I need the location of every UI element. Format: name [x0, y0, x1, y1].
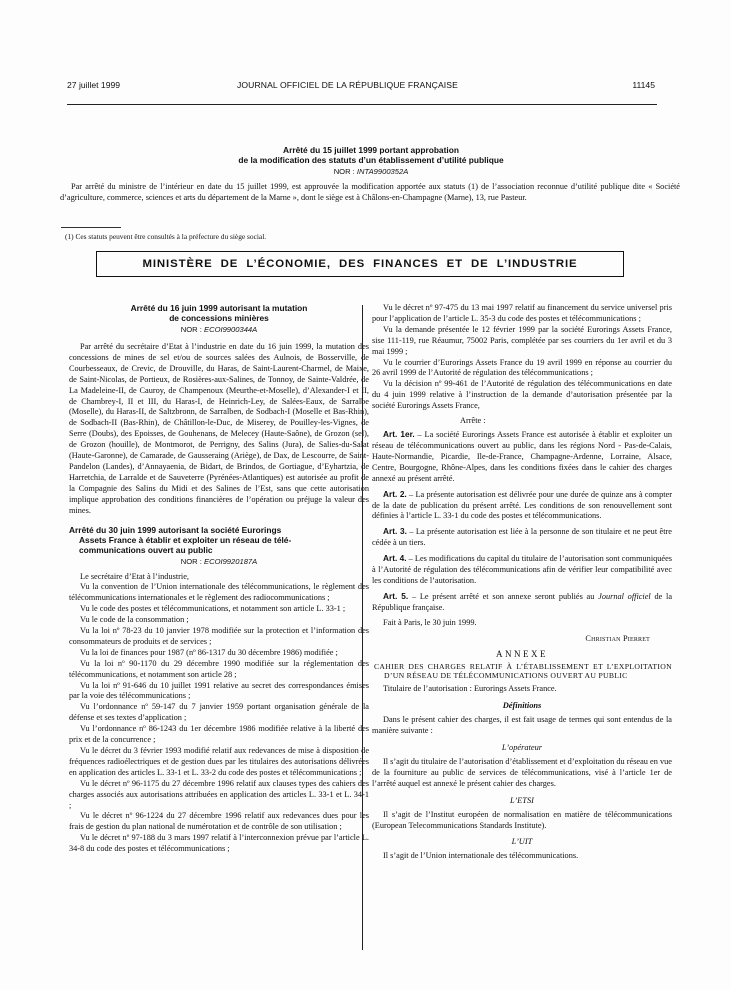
- arrete-30-juin-nor: [69, 557, 369, 566]
- visa: Vu la demande présentée le 12 février 1999 par la société Eurorings Assets France, sise 111-119, rue Réaumur, 75002 Paris, complétée par ses courriers du 1er avril et du 3 mai 1999 ;: [372, 324, 672, 356]
- arrete-16-juin-body: Par arrêté du secrétaire d’Etat à l’industrie en date du 16 juin 1999, la mutation des concessions de mines de sel et/ou de sources salées des Aulnois, de Bosserville, de Courbesseaux, de Crevic, de Drouville, du Haras, de Saint-Laurent-Charmel, de Maixe, de Saint-Nicolas, de Portieux, de Rosières-aux-Salines, de Tonnoy, de Sainte-Valdrée, de La Madeleine-II, de Cauroy, de Champenoux (Meurthe-et-Moselle), d’Alexander-I et II, de Chambrey-I, II et III, du Haras-I, de Heinrich-Ley, de Salées-Eaux, de Sarralbe (Moselle), du Haras-II, de Saltzbronn, de Sarralben, de Sodbach-I (Moselle et Bas-Rhin), de Sodbach-II (Bas-Rhin), de Châtillon-le-Duc, de Miserey, de Pouilley-les-Vignes, de Serre (Doubs), des Epoisses, de Gouhenans, de Melecey (Haute-Saône), de Grozon (sel), de Grozon (houille), de Montmorot, de Perrigny, des Salins (Jura), de Salies-du-Salat (Haute-Garonne), de Camarade, de Gausseraing (Ariège), de Dax, de Lescourre, de Saint-Pandelon (Landes), d’Annayaenia, de Bidart, de Brindos, de Gortiague, d’Eyhartzia, de Harretchia, de Larralde et de Sauveterre (Pyrénées-Atlantiques) est autorisée au profit de la Compagnie des Salins du Midi et des Salines de l’Est, sans que cette autorisation implique approbation des conditions financières de l’opération ou préjuge la valeur des mines.: [69, 342, 369, 515]
- article-italic: Journal officiel: [598, 591, 651, 601]
- visa: Vu le décret nº 96-1175 du 27 décembre 1996 relatif aux clauses types des cahiers des charges associés aux autorisations attribuées en application des articles L. 33-1 et L. 34-1 ;: [69, 778, 369, 810]
- visa: Vu le code des postes et télécommunications, et notamment son article L. 33-1 ;: [80, 604, 346, 614]
- top-arrete-title: [84, 145, 658, 176]
- article-tail: de la République française.: [372, 591, 673, 612]
- article-text: – La société Eurorings Assets France est autorisée à établir et exploiter un réseau de télécommunications ouvert au public, dans les régions Nord - Pas-de-Calais, Haute-Normandie, Picardie, Ile-de-France, Champagne-Ardenne, Lorraine, Alsace, Centre, Bourgogne, Rhône-Alpes, dans les conditions fixées dans le cahier des charges annexé au présent arrêté.: [372, 430, 673, 483]
- article-text: – Les modifications du capital du titulaire de l’autorisation sont communiquées à l’Autorité de régulation des télécommunications afin de vérifier leur compatibilité avec les conditions de l’autorisation.: [372, 554, 673, 585]
- top-arrete-body: [60, 182, 680, 204]
- arrete-16-juin-title-line1: Arrêté du 16 juin 1999 autorisant la mutation: [130, 303, 308, 313]
- definitions-intro: Dans le présent cahier des charges, il est fait usage de termes qui sont entendus de la manière suivante :: [372, 715, 672, 735]
- visa: Vu le décret nº 97-475 du 13 mai 1997 relatif au financement du service universel pris pour l’application de l’article L. 35-3 du code des postes et télécommunications ;: [372, 303, 672, 323]
- visa: Vu le décret nº 97-188 du 3 mars 1997 relatif à l’interconnexion prévue par l’article L. 34-8 du code des postes et télécommunications ;: [69, 833, 369, 854]
- nor-code: ECOI9900344A: [204, 325, 258, 334]
- visa: Vu la loi nº 91-646 du 10 juillet 1991 relative au secret des correspondances émises par la voie des télécommunications ;: [69, 680, 369, 701]
- article-text: – La présente autorisation est liée à la personne de son titulaire et ne peut être cédée à un tiers.: [372, 527, 672, 548]
- visa: Vu le courrier d’Eurorings Assets France du 19 avril 1999 en réponse au courrier du 26 avril 1999 de l’Autorité de régulation des télécommunications ;: [372, 357, 672, 378]
- article-text: – Le présent arrêté et son annexe seront publiés au: [411, 591, 595, 601]
- nor-label: NOR :: [333, 167, 355, 176]
- term-definition: Il s’agit de l’Union internationale des télécommunications.: [383, 851, 579, 861]
- top-arrete-nor: [84, 167, 658, 176]
- top-arrete-title-line2: de la modification des statuts d’un établissement d’utilité publique: [238, 155, 504, 165]
- article-label: Art. 5.: [383, 590, 409, 601]
- arrete-16-juin-nor: [69, 325, 369, 334]
- visa: Vu le décret nº 96-1224 du 27 décembre 1996 relatif aux redevances dues pour les frais de gestion du plan national de numérotation et de contrôle de son utilisation ;: [69, 811, 369, 832]
- term-heading: L’UIT: [511, 837, 533, 847]
- signature: Christian Pierret: [585, 633, 650, 643]
- visa: Vu la convention de l’Union internationale des télécommunications, le règlement des télécommunications internationales et le règlement des radiocommunications ;: [69, 582, 369, 603]
- visa: Vu la loi nº 90-1170 du 29 décembre 1990 modifiée sur la réglementation des télécommunications, et notamment son article 28 ;: [69, 658, 369, 679]
- article-label: Art. 4.: [383, 553, 407, 564]
- visa: Le secrétaire d’Etat à l’industrie,: [80, 571, 189, 581]
- journal-title: JOURNAL OFFICIEL DE LA RÉPUBLIQUE FRANÇAISE: [237, 80, 458, 90]
- nor-label: NOR :: [180, 325, 202, 334]
- term-heading: L’ETSI: [510, 795, 534, 805]
- nor-code: INTA9900352A: [356, 167, 409, 176]
- arrete-30-juin-title-line1: Arrêté du 30 juin 1999 autorisant la société Eurorings: [69, 524, 282, 535]
- article-label: Art. 1er.: [383, 429, 415, 440]
- article-label: Art. 3.: [383, 526, 407, 537]
- running-head: [67, 80, 655, 94]
- nor-label: NOR :: [180, 556, 202, 566]
- cahier-title: CAHIER DES CHARGES RELATIF À L’ÉTABLISSEMENT ET L’EXPLOITATION D’UN RÉSEAU DE TÉLÉCOMMUNICATIONS OUVERT AU PUBLIC: [374, 661, 672, 681]
- term-definition: Il s’agit de l’Institut européen de normalisation en matière de télécommunications (European Telecommunications Standards Institute).: [372, 809, 672, 830]
- visa: Vu la loi de finances pour 1987 (nº 86-1317 du 30 décembre 1986) modifiée ;: [80, 647, 338, 657]
- arrete-30-juin-title-line2: Assets France à établir et exploiter un réseau de télé-: [79, 534, 292, 545]
- article-5: [372, 591, 672, 614]
- right-column: [372, 303, 672, 862]
- top-arrete-title-line1: Arrêté du 15 juillet 1999 portant approbation: [283, 145, 459, 155]
- ministry-banner: MINISTÈRE DE L’ÉCONOMIE, DES FINANCES ET DE L’INDUSTRIE: [96, 251, 624, 277]
- annexe-heading: ANNEXE: [496, 648, 548, 659]
- term-heading: L’opérateur: [501, 742, 543, 752]
- issue-date: 27 juillet 1999: [67, 80, 121, 90]
- article-2: [372, 489, 672, 523]
- visa: Vu la loi nº 78-23 du 10 janvier 1978 modifiée sur la protection et l’information des consommateurs de produits et de services ;: [69, 626, 369, 646]
- done-at: Fait à Paris, le 30 juin 1999.: [383, 617, 477, 627]
- article-label: Art. 2.: [383, 488, 407, 499]
- visa: Vu l’ordonnance nº 86-1243 du 1er décembre 1986 modifiée relative à la liberté des prix et de la concurrence ;: [69, 724, 369, 745]
- arrete-16-juin-title-line2: de concessions minières: [169, 313, 269, 323]
- article-1: [372, 429, 672, 485]
- left-column: [69, 303, 369, 855]
- visa: Vu l’ordonnance nº 59-147 du 7 janvier 1959 portant organisation générale de la défense et ses textes d’application ;: [69, 702, 369, 723]
- arrete-30-juin-title-line3: communications ouvert au public: [79, 544, 213, 555]
- visa: Vu le décret du 3 février 1993 modifié relatif aux redevances de mise à disposition de fréquences radioélectriques et de gestion dues par les titulaires des autorisations délivrées en application des articles L. 33-1 et L. 33-2 du code des postes et télécommunications ;: [69, 746, 369, 777]
- term-definition: Il s’agit du titulaire de l’autorisation d’établissement et d’exploitation du réseau en vue de la fourniture au public de services de télécommunications, visé à l’article 1er de l’arrêté auquel est annexé le présent cahier des charges.: [372, 756, 672, 788]
- definitions-heading: Définitions: [502, 701, 542, 711]
- visa: Vu la décision nº 99-461 de l’Autorité de régulation des télécommunications en date du 4 juin 1999 relative à l’instruction de la demande d’autorisation présentée par la société Eurorings Assets France,: [372, 379, 672, 411]
- article-4: [372, 553, 672, 587]
- titulaire: Titulaire de l’autorisation : Eurorings Assets France.: [383, 684, 557, 694]
- article-text: – La présente autorisation est délivrée pour une durée de quinze ans à compter de la date de publication du présent arrêté. Les conditions de son renouvellement sont définies à l’article L. 33-1 du code des postes et télécommunications.: [372, 489, 672, 521]
- top-arrete-paragraph: Par arrêté du ministre de l’intérieur en date du 15 juillet 1999, est approuvée la modification apportée aux statuts (1) de l’association reconnue d’utilité publique dite « Société d’agriculture, commerce, sciences et arts du département de la Marne », dont le siège est à Châlons-en-Champagne (Marne), 13, rue Pasteur.: [60, 182, 680, 202]
- visa: Vu le code de la consommation ;: [80, 615, 189, 625]
- footnote: (1) Ces statuts peuvent être consultés à la préfecture du siège social.: [65, 232, 267, 241]
- header-rule: [67, 104, 657, 105]
- arrete-label: Arrête :: [460, 416, 486, 426]
- nor-code: ECOI9920187A: [204, 556, 258, 566]
- footnote-rule: [61, 227, 121, 228]
- article-3: [372, 526, 672, 549]
- page-number: 11145: [632, 80, 655, 90]
